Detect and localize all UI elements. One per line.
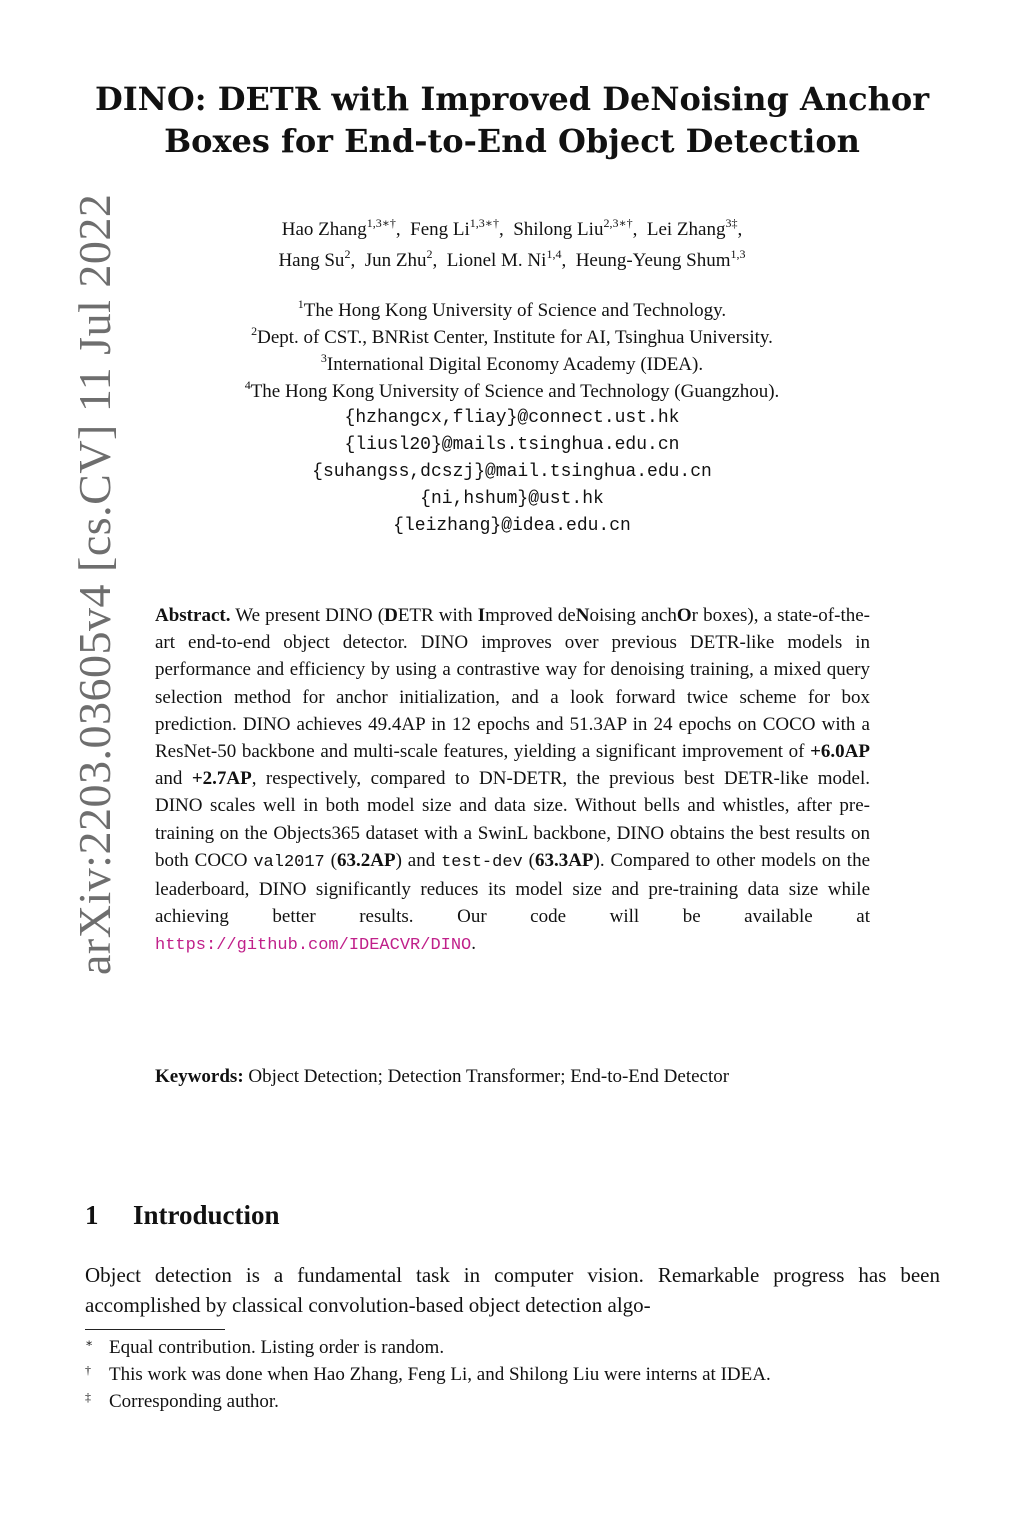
abstract: Abstract. We present DINO (DETR with Improved deNoising anchOr boxes), a state-of-the-art end-to-end object detector. DINO improves over previous DETR-like models in performance and efficiency by using a contrastive way for denoising training, a mixed query selection method for anchor initialization, and a look forward twice scheme for box prediction. DINO achieves 49.4AP in 12 epochs and 51.3AP in 24 epochs on COCO with a ResNet-50 backbone and multi-scale features, yielding a significant improvement of +6.0AP and +2.7AP, respectively, compared to DN-DETR, the previous best DETR-like model. DINO scales well in both model size and data size. Without bells and whistles, after pre-training on the Objects365 dataset with a SwinL backbone, DINO obtains the best results on both COCO val2017 (63.2AP) and test-dev (63.3AP). Compared to other models on the leaderboard, DINO significantly reduces its model size and pre-training data size while achieving better results. Our code will be available at https://github.com/IDEACVR/DINO. [155, 605, 871, 956]
footnote: ∗ Equal contribution. Listing order is random. [85, 1336, 445, 1358]
footnotes [85, 1334, 940, 1415]
email-line[interactable]: {leizhang}@idea.edu.cn [393, 516, 631, 536]
title-line-2: Boxes for End-to-End Object Detection [164, 122, 860, 160]
section-title: Introduction [133, 1200, 280, 1230]
code-link[interactable]: https://github.com/IDEACVR/DINO [155, 936, 472, 956]
section-heading [85, 1200, 280, 1231]
arxiv-id: arXiv:2203.03605v4 [cs.CV] 11 Jul 2022 [69, 193, 120, 975]
author: Jun Zhu$^2$, [364, 247, 438, 271]
email-line[interactable]: {suhangss,dcszj}@mail.tsinghua.edu.cn [312, 462, 712, 482]
paper-title [80, 78, 944, 162]
email-line[interactable]: {liusl20}@mails.tsinghua.edu.cn [344, 435, 680, 455]
footnote: ‡ Corresponding author. [85, 1390, 279, 1412]
affiliation: $^2$Dept. of CST., BNRist Center, Institute for AI, Tsinghua University. [251, 324, 773, 348]
author: Feng $Li^{1,3∗\dagger}$, [410, 216, 504, 240]
footnote: † This work was done when Hao Zhang, Feng Li, and Shilong Liu were interns at IDEA. [85, 1363, 771, 1385]
keywords-label: Keywords: [155, 1066, 244, 1087]
intro-paragraph: Object detection is a fundamental task in computer vision. Remarkable progress has been accomplished by classical convolution-based object detection algo- [85, 1263, 940, 1317]
author: Lionel M. Ni$^{1,4}$, [446, 247, 567, 271]
author: Lei Zhang$^{3\ddagger}$, [646, 216, 743, 240]
section-number: 1 [85, 1200, 99, 1230]
keywords: Keywords: Object Detection; Detection Transformer; End-to-End Detector [155, 1066, 730, 1087]
author: Hang Su$^2$, [278, 247, 356, 271]
title-line-1: DINO: DETR with Improved DeNoising Anchor [94, 80, 930, 118]
email-line[interactable]: {ni,hshum}@ust.hk [420, 489, 604, 509]
abstract-label: Abstract. [155, 605, 231, 626]
author: Shilong Liu$^{2,3∗\dagger}$, [513, 216, 638, 240]
email-line[interactable]: {hzhangcx,fliay}@connect.ust.hk [344, 408, 680, 428]
affiliation: $^3$International Digital Economy Academy (IDEA). [320, 351, 704, 375]
affiliation: $^1$The Hong Kong University of Science and Technology. [297, 297, 727, 321]
footnote-rule [85, 1329, 225, 1330]
affiliation: $^4$The Hong Kong University of Science and Technology (Guangzhou). [244, 378, 780, 402]
affiliations [80, 297, 944, 540]
author: Heung-Yeung Shum$^{1,3}$ [575, 247, 746, 271]
author: Hao Zhang$^{1,3∗\dagger}$, [281, 216, 401, 240]
author-list [80, 214, 944, 276]
